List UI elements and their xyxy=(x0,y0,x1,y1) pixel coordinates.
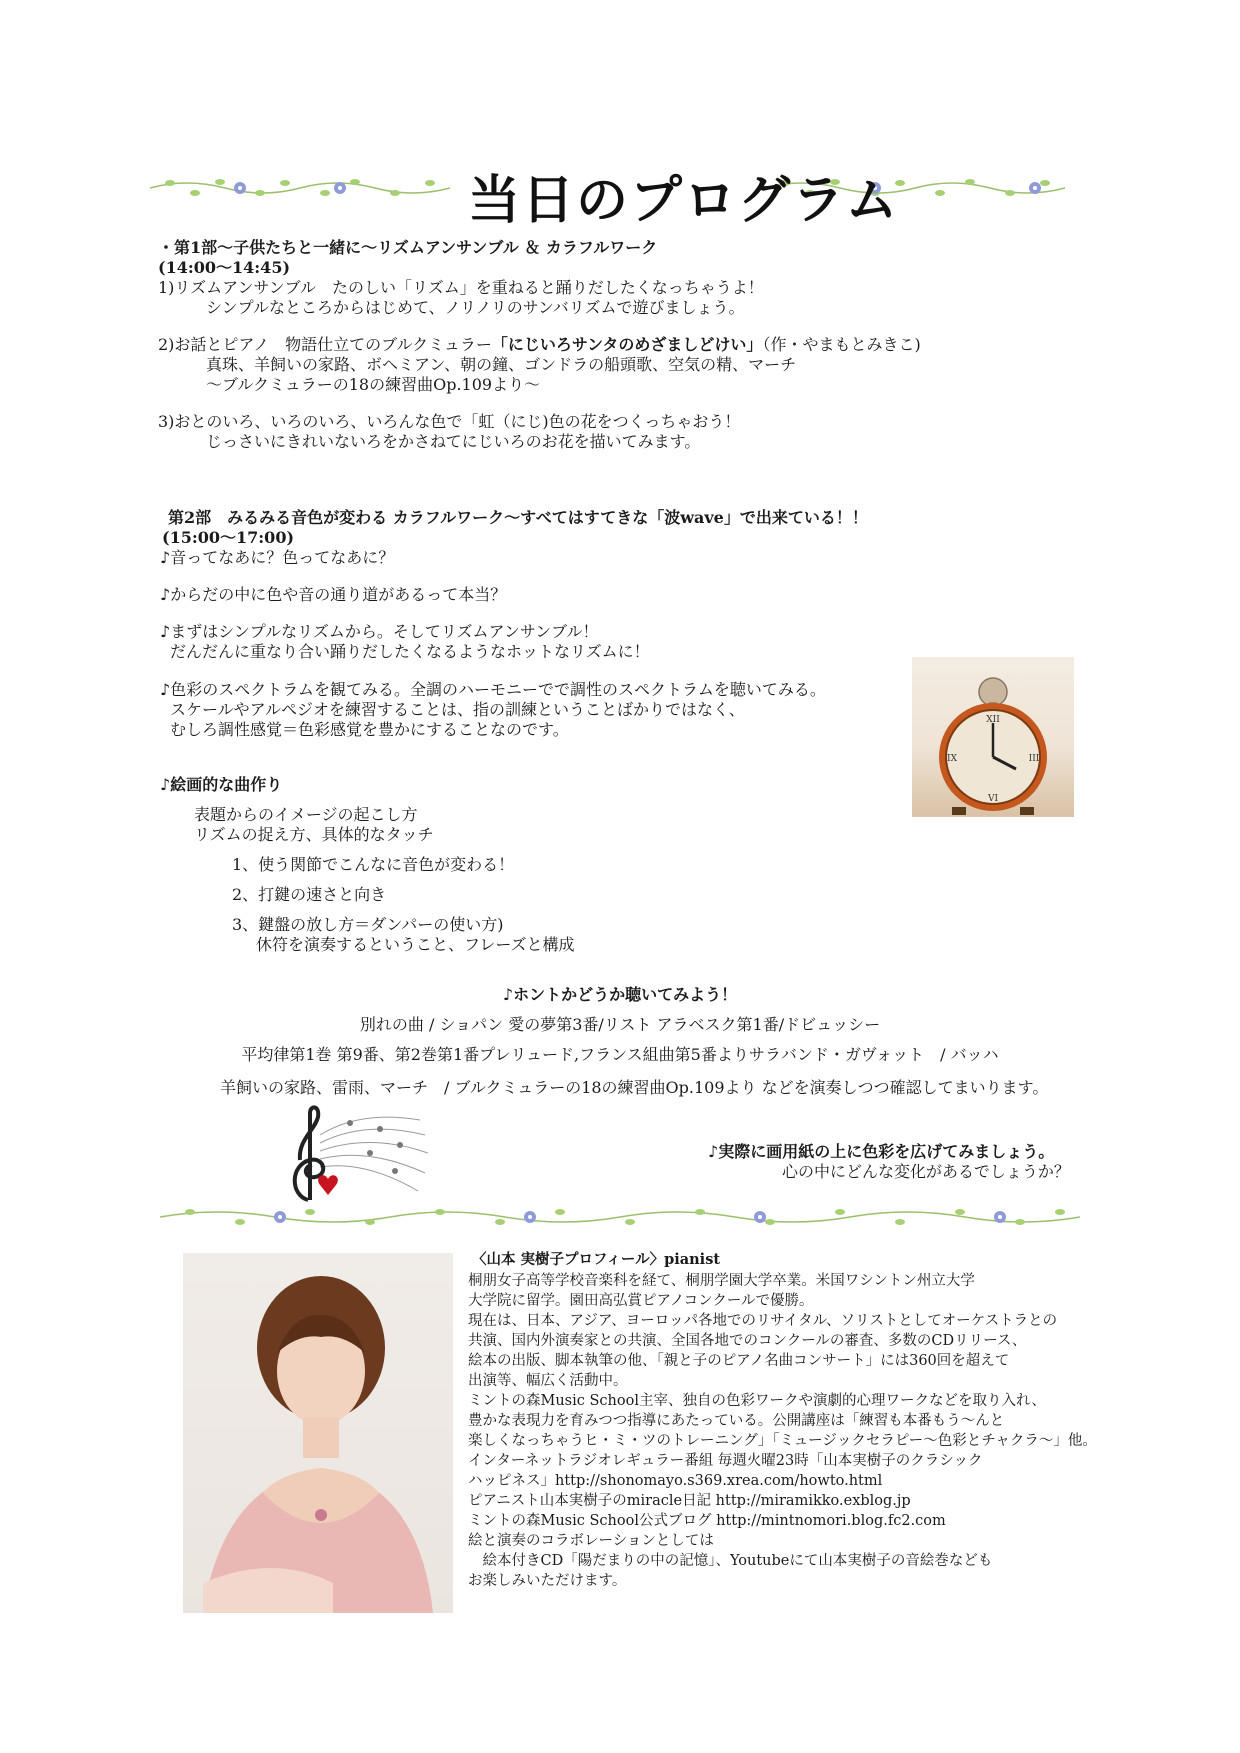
profile-heading: 〈山本 実樹子プロフィール〉pianist xyxy=(472,1251,721,1268)
part2-q4-cont1: スケールやアルペジオを練習することは、指の訓練ということばかりではなく、 xyxy=(170,700,745,719)
part2-q3: ♪まずはシンプルなリズムから。そしてリズムアンサンブル！ xyxy=(160,622,599,641)
listen-heading: ♪ホントかどうか聴いてみよう！ xyxy=(502,985,738,1004)
composition-line2: リズムの捉え方、具体的なタッチ xyxy=(194,825,434,844)
treble-clef-heart-illustration xyxy=(280,1105,430,1210)
pianist-portrait-photo xyxy=(183,1253,453,1613)
profile-link-blog[interactable]: ミントの森Music School公式ブログ http://mintnomori.blog.fc2.com xyxy=(468,1513,946,1529)
paint-heading: ♪実際に画用紙の上に色彩を広げてみましょう。 xyxy=(708,1142,1055,1161)
vine-border-left xyxy=(150,173,450,203)
profile-line: 絵と演奏のコラボレーションとしては xyxy=(468,1533,714,1549)
point-2: 2、打鍵の速さと向き xyxy=(232,885,387,904)
point-1: 1、使う関節でこんなに音色が変わる！ xyxy=(232,855,515,874)
profile-line: 絵本付きCD「陽だまりの中の記憶」、Youtubeにて山本実樹子の音絵巻なども xyxy=(468,1553,993,1569)
point-3-sub: 休符を演奏するということ、フレーズと構成 xyxy=(256,935,575,954)
listen-line1: 別れの曲 / ショパン 愛の夢第3番/リスト アラベスク第1番/ドビュッシー xyxy=(359,1015,881,1034)
story-author: （作・やまもとみきこ) xyxy=(762,335,921,354)
listen-line2: 平均律第1巻 第9番、第2巻第1番プレリュード,フランス組曲第5番よりサラバンド・ガヴォット / バッハ xyxy=(241,1045,999,1064)
part1-item2 xyxy=(158,335,921,354)
svg-text:III: III xyxy=(1028,754,1040,764)
svg-text:XII: XII xyxy=(986,715,1000,725)
part2-q3-cont: だんだんに重なり合い踊りだしたくなるようなホットなリズムに！ xyxy=(170,642,650,661)
vine-border-bottom xyxy=(160,1202,1080,1232)
profile-line: 絵本の出版、脚本執筆の他、「親と子のピアノ名曲コンサート」には360回を超えて xyxy=(468,1353,1010,1369)
profile-line: 桐朋女子高等学校音楽科を経て、桐朋学園大学卒業。米国ワシントン州立大学 xyxy=(468,1273,975,1289)
profile-line: お楽しみいただけます。 xyxy=(468,1573,627,1589)
profile-line: 出演等、幅広く活動中。 xyxy=(468,1373,628,1389)
svg-text:IX: IX xyxy=(947,754,957,764)
part1-item2-pieces: 真珠、羊飼いの家路、ボヘミアン、朝の鐘、ゴンドラの船頭歌、空気の精、マーチ xyxy=(206,355,797,374)
part1-item3-desc: じっさいにきれいないろをかさねてにじいろのお花を描いてみます。 xyxy=(206,432,701,451)
alarm-clock-photo xyxy=(912,657,1074,817)
paint-line2: 心の中にどんな変化があるでしょうか？ xyxy=(782,1162,1070,1181)
point-3: 3、鍵盤の放し方＝ダンパーの使い方) xyxy=(232,915,504,934)
composition-line1: 表題からのイメージの起こし方 xyxy=(194,805,418,824)
part2-q2: ♪からだの中に色や音の通り道があるって本当？ xyxy=(160,585,507,604)
part2-q4-cont2: むしろ調性感覚＝色彩感覚を豊かにすることなのです。 xyxy=(170,720,569,739)
part1-time: (14:00～14:45) xyxy=(158,258,291,277)
part1-item2-source: ～ブルクミュラーの18の練習曲Op.109より～ xyxy=(206,375,541,394)
page-title: 当日のプログラム xyxy=(468,171,900,231)
profile-line: 大学院に留学。園田高弘賞ピアノコンクールで優勝。 xyxy=(468,1293,814,1309)
part2-time: (15:00～17:00) xyxy=(162,528,295,547)
part1-heading: ・第1部～子供たちと一緒に～リズムアンサンブル ＆ カラフルワーク xyxy=(158,238,658,257)
part1-item1-desc: シンプルなところからはじめて、ノリノリのサンバリズムで遊びましょう。 xyxy=(206,298,745,317)
profile-link-diary[interactable]: ピアニスト山本実樹子のmiracle日記 http://miramikko.exblog.jp xyxy=(468,1493,911,1509)
part1-item1: 1)リズムアンサンブル たのしい「リズム」を重ねると踊りだしたくなっちゃうよ！ xyxy=(158,278,764,297)
listen-line3: 羊飼いの家路、雷雨、マーチ / ブルクミュラーの18の練習曲Op.109より などを演奏しつつ確認してまいります。 xyxy=(220,1078,1049,1097)
part1-item3: 3)おとのいろ、いろのいろ、いろんな色で「虹（にじ)色の花をつくっちゃおう！ xyxy=(158,412,741,431)
story-title: 「にじいろサンタのめざましどけい」 xyxy=(491,335,763,354)
svg-text:VI: VI xyxy=(987,794,999,804)
profile-line: 共演、国内外演奏家との共演、全国各地でのコンクールの審査、多数のCDリリース、 xyxy=(468,1333,1027,1349)
profile-line: 楽しくなっちゃうヒ・ミ・ツのトレーニング」「ミュージックセラピー～色彩とチャクラ～」他。 xyxy=(468,1433,1097,1449)
profile-line: 豊かな表現力を育みつつ指導にあたっている。公開講座は「練習も本番もう～んと xyxy=(468,1413,1005,1429)
part1-item2-text: 2)お話とピアノ 物語仕立てのブルクミュラー xyxy=(158,335,492,354)
profile-line: 現在は、日本、アジア、ヨーロッパ各地でのリサイタル、ソリストとしてオーケストラとの xyxy=(468,1313,1058,1329)
profile-line: インターネットラジオレギュラー番組 毎週火曜23時「山本実樹子のクラシック xyxy=(468,1453,983,1469)
part2-q1: ♪音ってなあに？色ってなあに？ xyxy=(160,548,395,567)
composition-heading: ♪絵画的な曲作り xyxy=(160,775,283,794)
profile-body xyxy=(468,1271,1097,1591)
part2-q4: ♪色彩のスペクトラムを観てみる。全調のハーモニーでで調性のスペクトラムを聴いてみる。 xyxy=(160,680,826,699)
part2-heading: 第2部 みるみる音色が変わる カラフルワーク～すべてはすてきな「波wave」で出来ている！！ xyxy=(168,508,868,527)
profile-line: ミントの森Music School主宰、独自の色彩ワークや演劇的心理ワークなどを取り入れ、 xyxy=(468,1393,1046,1409)
profile-link-radio[interactable]: ハッピネス」http://shonomayo.s369.xrea.com/howto.html xyxy=(468,1473,883,1489)
